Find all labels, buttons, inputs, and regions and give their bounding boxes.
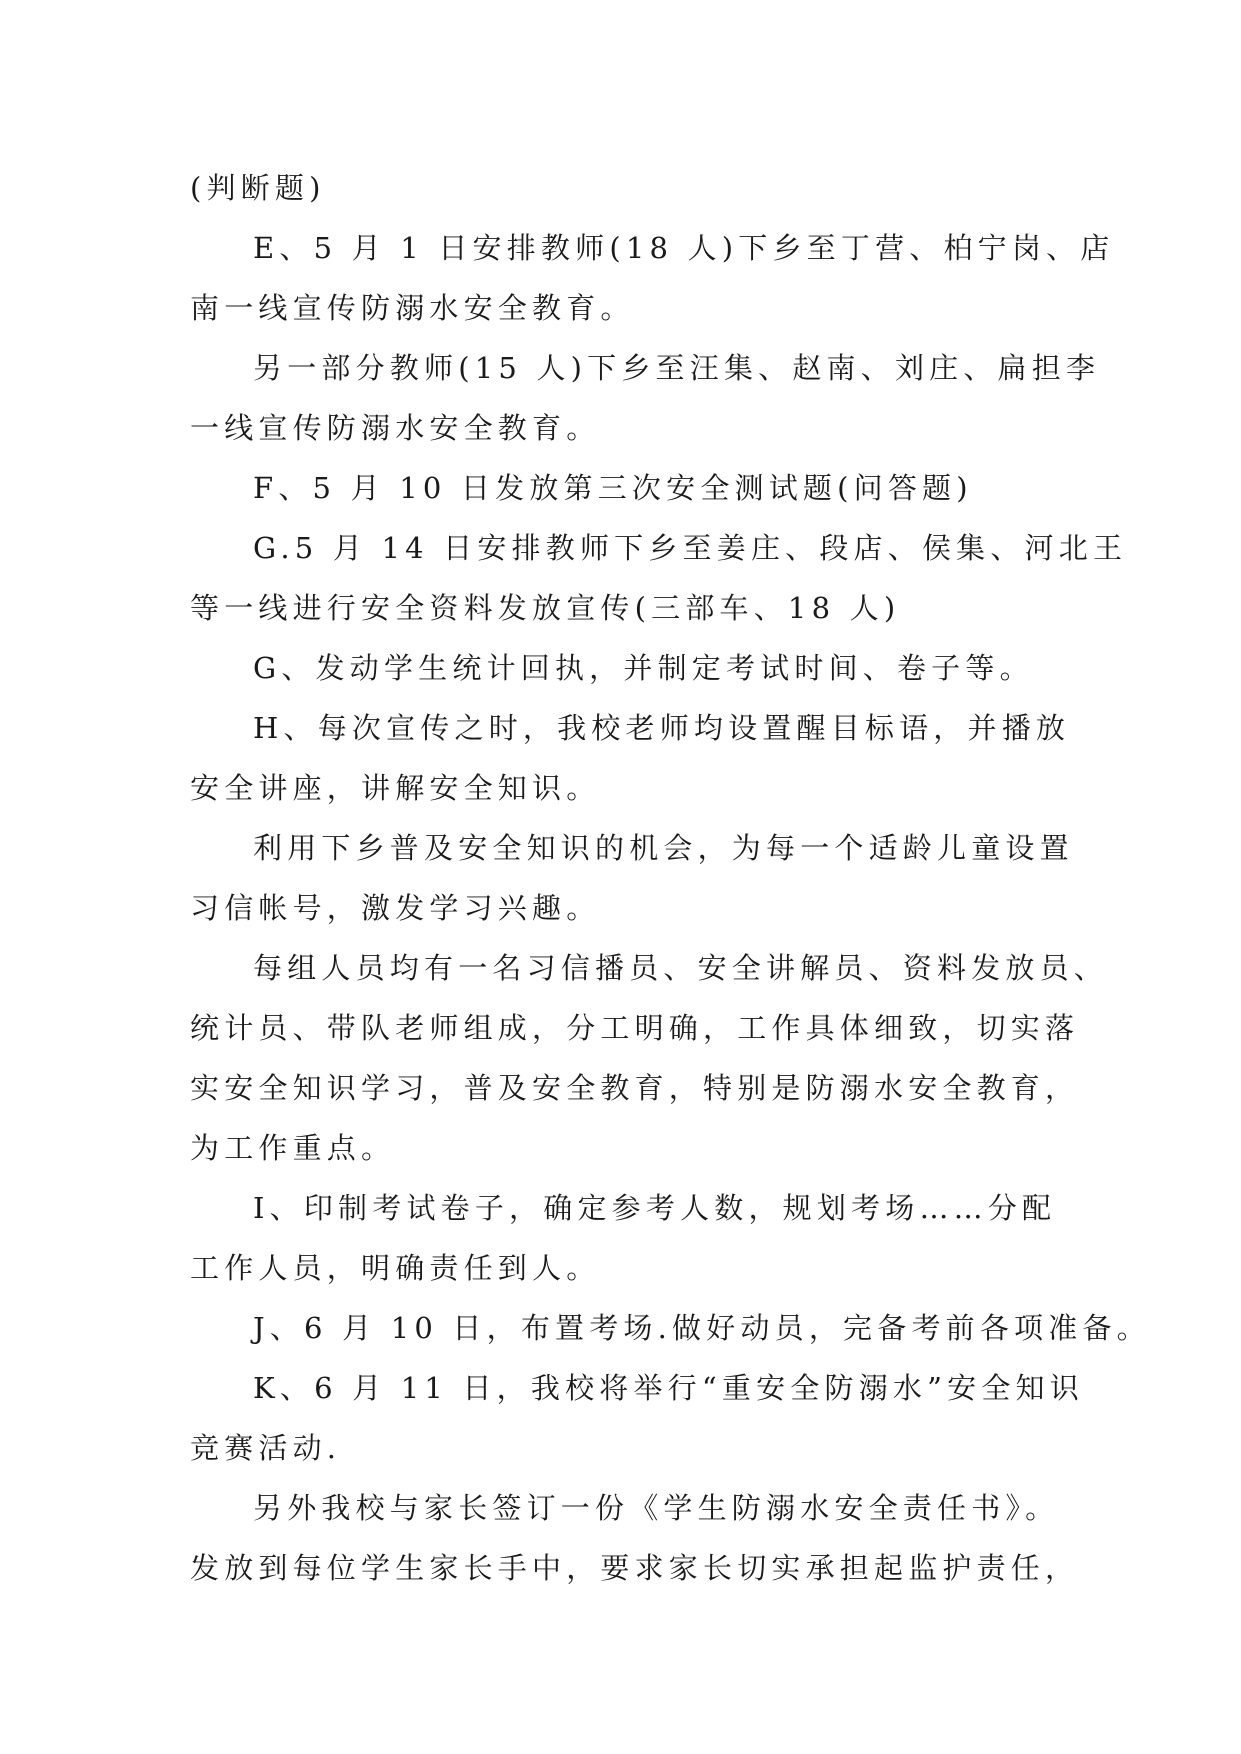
text-line: E、5 月 1 日安排教师(18 人)下乡至丁营、柏宁岗、店 xyxy=(253,231,1115,265)
document-page xyxy=(190,158,1151,1598)
text-line: F、5 月 10 日发放第三次安全测试题(问答题) xyxy=(253,471,973,505)
text-line: 另一部分教师(15 人)下乡至汪集、赵南、刘庄、扁担李 xyxy=(253,351,1101,385)
text-line: G、发动学生统计回执，并制定考试时间、卷子等。 xyxy=(253,651,1034,685)
text-line: I、印制考试卷子，确定参考人数，规划考场……分配 xyxy=(253,1191,1057,1225)
text-line: K、6 月 11 日，我校将举行“重安全防溺水”安全知识 xyxy=(253,1371,1084,1405)
text-line: 发放到每位学生家长手中，要求家长切实承担起监护责任， xyxy=(190,1551,1080,1585)
text-line: J、6 月 10 日，布置考场.做好动员，完备考前各项准备。 xyxy=(253,1311,1151,1345)
text-line: 为工作重点。 xyxy=(190,1131,396,1165)
text-line: (判断题) xyxy=(190,171,326,205)
text-line: 等一线进行安全资料发放宣传(三部车、18 人) xyxy=(190,591,901,625)
text-line: 实安全知识学习，普及安全教育，特别是防溺水安全教育， xyxy=(190,1071,1080,1105)
text-line: 利用下乡普及安全知识的机会，为每一个适龄儿童设置 xyxy=(253,831,1074,865)
text-line: 习信帐号，激发学习兴趣。 xyxy=(190,891,601,925)
text-line: G.5 月 14 日安排教师下乡至姜庄、段店、侯集、河北王 xyxy=(253,531,1128,565)
text-line: 统计员、带队老师组成，分工明确，工作具体细致，切实落 xyxy=(190,1011,1080,1045)
text-line: 安全讲座，讲解安全知识。 xyxy=(190,771,601,805)
text-line: 竞赛活动. xyxy=(190,1431,342,1465)
text-line: 南一线宣传防溺水安全教育。 xyxy=(190,291,635,325)
text-line: H、每次宣传之时，我校老师均设置醒目标语，并播放 xyxy=(253,711,1071,745)
text-line: 每组人员均有一名习信播员、安全讲解员、资料发放员、 xyxy=(253,951,1109,985)
text-line: 工作人员，明确责任到人。 xyxy=(190,1251,601,1285)
text-line: 另外我校与家长签订一份《学生防溺水安全责任书》。 xyxy=(253,1491,1060,1525)
text-line: 一线宣传防溺水安全教育。 xyxy=(190,411,601,445)
